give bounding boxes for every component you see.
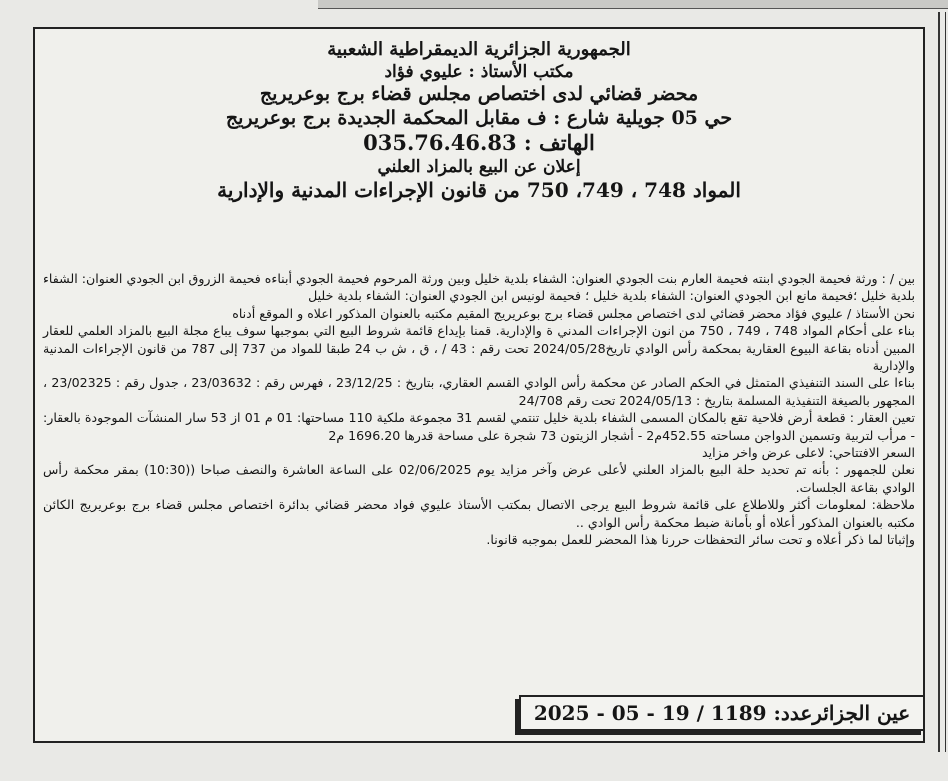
notice-body <box>43 270 915 549</box>
notice-header <box>35 39 923 203</box>
parties-paragraph: بين / : ورثة فحيمة الجودي ابنته فحيمة العارم بنت الجودي العنوان: الشفاء بلدية خليل وبين ورثة المرحوم فحيمة الجودي أبناءه فحيمة الزروق ابن الجودي العنوان: الشفاء بلدية خليل ؛فحيمة مانع ابن الجودي العنوان: الشفاء بلدية خليل ؛ فحيمة لونيس ابن الجودي العنوان: الشفاء بلدية خليل <box>43 271 915 304</box>
bailiff-title: محضر قضائي لدى اختصاص مجلس قضاء برج بوعريريج <box>259 82 699 105</box>
enforcement-title-paragraph: بناءا على السند التنفيذي المتمثل في الحكم الصادر عن محكمة رأس الوادي القسم العقاري، بتاريخ : 23/12/25 ، فهرس رقم : 23/03632 ، جدول رقم : 23/02325 ، المجهور بالصيغة التنفيذية المسلمة بتاريخ : 2024/05/13 تحت رقم 24/708 <box>43 375 915 408</box>
bailiff-paragraph: نحن الأستاذ / عليوي فؤاد محضر قضائي لدى اختصاص مجلس قضاء برج بوعريريج المقيم مكتبه بالعنوان المذكور اعلاه و الموقع أدناه <box>232 305 915 321</box>
closing-paragraph: وإثباتا لما ذكر أعلاه و تحت سائر التحفظات حررنا هذا المحضر للعمل بموجبه قانونا. <box>486 532 915 548</box>
note-paragraph: ملاحظة: لمعلومات أكثر وللاطلاع على قائمة شروط البيع يرجى الاتصال بمكتب الأستاذ عليوي فواد محضر قضائي بدائرة اختصاص مجلس قضاء برج بوعريريج الكائن مكتبه بالعنوان المذكور أعلاه أو بأمانة ضبط محكمة رأس الوادي .. <box>43 497 915 530</box>
column-rule <box>938 12 946 752</box>
phone-number: الهاتف : 035.76.46.83 <box>363 130 595 156</box>
auction-notice <box>33 27 925 743</box>
property-description-paragraph: تعين العقار : قطعة أرض فلاحية تقع بالمكان المسمى الشفاء بلدية خليل تنتمي لقسم 31 مجموعة ملكية 110 مساحتها: 01 م 01 از 53 سار المنشآت الموجودة بالعقار: - مرأب لتربية وتسمين الدواجن مساحته 452.55م2 - أشجار الزيتون 73 شجرة على مساحة قدرها 1696.20 م2 <box>43 410 915 443</box>
notice-title: إعلان عن البيع بالمزاد العلني <box>377 156 581 177</box>
auction-date-paragraph: نعلن للجمهور : بأنه تم تحديد حلة البيع بالمزاد العلني لأعلى عرض وآخر مزايد يوم 02/06/2025 على الساعة العاشرة والنصف صباحا ((10:30) بمقر محكمة رأس الوادي بقاعة الجلسات. <box>43 462 915 495</box>
republic-heading: الجمهورية الجزائرية الديمقراطية الشعبية <box>327 39 631 60</box>
opening-price: السعر الافتتاحي: لاعلى عرض واخر مزايد <box>702 445 915 461</box>
legal-basis-paragraph: بناء على أحكام المواد 748 ، 749 ، 750 من انون الإجراءات المدني ة والإدارية. قمنا بإيداع قائمة شروط البيع التي بموجبها سوف يباع مجلة البيع بالمزاد العلمي للعقار المبين أدناه بقاعة البيوع العقارية بمحكمة رأس الوادي تاريخ2024/05/28 تحت رقم : 43 / ، ق ، ش ب 24 طبقا للمواد من 737 إلى 787 من قانون الإجراءات المدنية والإدارية <box>43 323 915 374</box>
legal-articles: المواد 748 ، 749، 750 من قانون الإجراءات المدنية والإدارية <box>217 177 741 202</box>
office-address: حي 05 جويلية شارع : ف مقابل المحكمة الجديدة برج بوعريريج <box>225 106 733 129</box>
page-edge-top <box>318 0 948 9</box>
publication-stamp-text: عين الجزائرعدد: 1189 / 19 - 05 - 2025 <box>533 701 911 725</box>
office-heading: مكتب الأستاذ : عليوي فؤاد <box>384 61 574 82</box>
publication-stamp <box>519 695 925 731</box>
